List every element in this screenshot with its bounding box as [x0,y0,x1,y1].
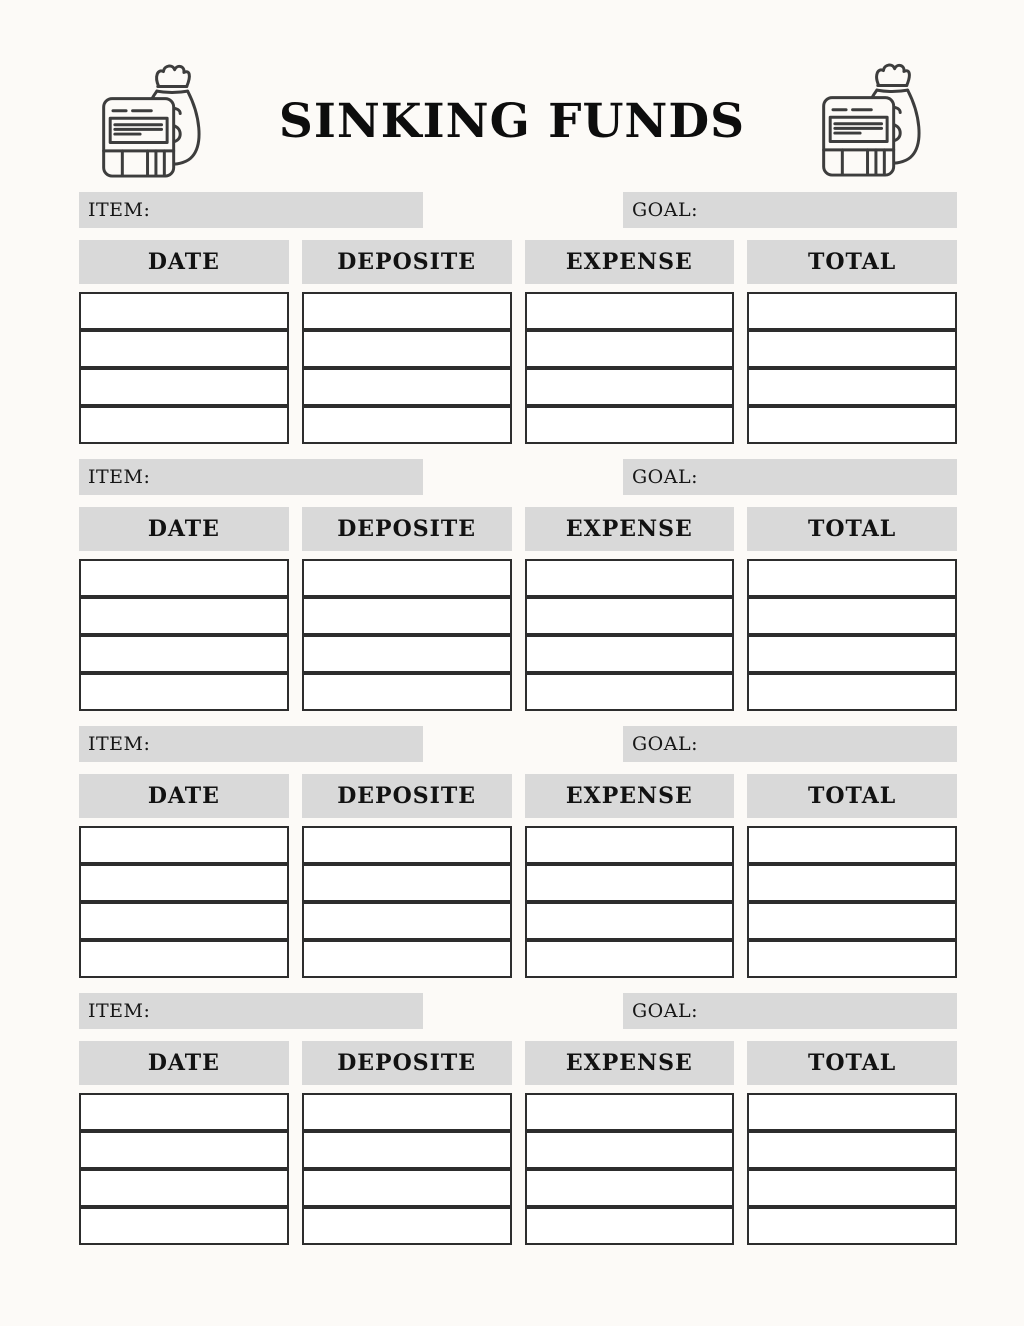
table-cell[interactable] [747,826,957,864]
fund-section-4 [79,993,957,1245]
table-header-row [79,774,957,818]
table-column-total [747,292,957,444]
table-cell[interactable] [79,406,289,444]
label-row [79,459,957,495]
table-cell[interactable] [747,673,957,711]
table-cell[interactable] [79,292,289,330]
table-column-date [79,559,289,711]
table-cell[interactable] [79,559,289,597]
table-cell[interactable] [747,940,957,978]
column-header-deposite: DEPOSITE [302,1041,512,1085]
table-cell[interactable] [79,1093,289,1131]
goal-label: GOAL: [632,199,698,221]
table-column-deposite [302,826,512,978]
table-column-deposite [302,559,512,711]
table-cell[interactable] [747,368,957,406]
item-label: ITEM: [88,1000,151,1022]
table-cell[interactable] [302,292,512,330]
item-field[interactable] [79,726,423,762]
table-cell[interactable] [747,1169,957,1207]
table-column-expense [525,292,735,444]
goal-field[interactable] [623,459,957,495]
fund-section-1 [79,192,957,444]
table-cell[interactable] [525,864,735,902]
item-field[interactable] [79,993,423,1029]
table-cell[interactable] [525,673,735,711]
table-cell[interactable] [302,559,512,597]
table-body [79,292,957,444]
table-column-total [747,1093,957,1245]
table-cell[interactable] [747,864,957,902]
page-title: SINKING FUNDS [278,94,746,149]
table-cell[interactable] [302,330,512,368]
table-header-row [79,507,957,551]
table-cell[interactable] [79,1169,289,1207]
column-header-deposite: DEPOSITE [302,507,512,551]
table-cell[interactable] [525,635,735,673]
table-cell[interactable] [525,826,735,864]
goal-label: GOAL: [632,466,698,488]
table-cell[interactable] [302,368,512,406]
table-cell[interactable] [79,673,289,711]
table-column-expense [525,1093,735,1245]
table-cell[interactable] [79,940,289,978]
table-cell[interactable] [79,330,289,368]
column-header-date: DATE [79,507,289,551]
table-cell[interactable] [302,940,512,978]
table-cell[interactable] [302,902,512,940]
table-column-expense [525,826,735,978]
table-cell[interactable] [302,635,512,673]
goal-field[interactable] [623,726,957,762]
table-cell[interactable] [525,1131,735,1169]
table-cell[interactable] [302,1169,512,1207]
table-column-deposite [302,292,512,444]
fund-section-2 [79,459,957,711]
table-cell[interactable] [302,1093,512,1131]
table-column-total [747,559,957,711]
page-header [0,0,1024,192]
table-cell[interactable] [79,826,289,864]
table-cell[interactable] [747,1093,957,1131]
goal-field[interactable] [623,192,957,228]
tracker-content [79,192,957,1245]
column-header-expense: EXPENSE [525,774,735,818]
label-row [79,993,957,1029]
table-cell[interactable] [302,864,512,902]
goal-field[interactable] [623,993,957,1029]
table-cell[interactable] [525,1207,735,1245]
table-cell[interactable] [525,292,735,330]
table-cell[interactable] [79,864,289,902]
table-column-date [79,1093,289,1245]
item-label: ITEM: [88,466,151,488]
column-header-deposite: DEPOSITE [302,774,512,818]
column-header-expense: EXPENSE [525,507,735,551]
table-cell[interactable] [525,559,735,597]
column-header-date: DATE [79,240,289,284]
table-cell[interactable] [525,1093,735,1131]
table-cell[interactable] [747,292,957,330]
table-cell[interactable] [79,635,289,673]
table-cell[interactable] [525,940,735,978]
table-column-date [79,826,289,978]
table-body [79,559,957,711]
column-header-total: TOTAL [747,1041,957,1085]
table-cell[interactable] [302,673,512,711]
column-header-date: DATE [79,774,289,818]
column-header-total: TOTAL [747,240,957,284]
table-column-expense [525,559,735,711]
table-body [79,826,957,978]
item-label: ITEM: [88,199,151,221]
table-header-row [79,240,957,284]
label-row [79,726,957,762]
table-cell[interactable] [302,826,512,864]
table-column-deposite [302,1093,512,1245]
table-header-row [79,1041,957,1085]
table-cell[interactable] [525,406,735,444]
table-cell[interactable] [302,406,512,444]
table-cell[interactable] [525,597,735,635]
table-cell[interactable] [79,1131,289,1169]
column-header-expense: EXPENSE [525,240,735,284]
table-cell[interactable] [525,368,735,406]
column-header-total: TOTAL [747,507,957,551]
table-cell[interactable] [747,1131,957,1169]
table-cell[interactable] [302,597,512,635]
item-field[interactable] [79,192,423,228]
table-cell[interactable] [525,902,735,940]
table-column-total [747,826,957,978]
goal-label: GOAL: [632,733,698,755]
calculator-moneybag-icon [819,60,931,180]
table-cell[interactable] [79,597,289,635]
column-header-total: TOTAL [747,774,957,818]
table-cell[interactable] [747,559,957,597]
fund-section-3 [79,726,957,978]
table-cell[interactable] [747,406,957,444]
table-cell[interactable] [747,330,957,368]
table-body [79,1093,957,1245]
table-cell[interactable] [79,368,289,406]
goal-label: GOAL: [632,1000,698,1022]
table-cell[interactable] [747,635,957,673]
item-field[interactable] [79,459,423,495]
table-cell[interactable] [747,902,957,940]
column-header-deposite: DEPOSITE [302,240,512,284]
table-cell[interactable] [525,1169,735,1207]
table-cell[interactable] [302,1131,512,1169]
column-header-expense: EXPENSE [525,1041,735,1085]
table-cell[interactable] [79,902,289,940]
table-cell[interactable] [302,1207,512,1245]
label-row [79,192,957,228]
table-cell[interactable] [525,330,735,368]
item-label: ITEM: [88,733,151,755]
table-cell[interactable] [79,1207,289,1245]
table-cell[interactable] [747,597,957,635]
column-header-date: DATE [79,1041,289,1085]
table-cell[interactable] [747,1207,957,1245]
table-column-date [79,292,289,444]
